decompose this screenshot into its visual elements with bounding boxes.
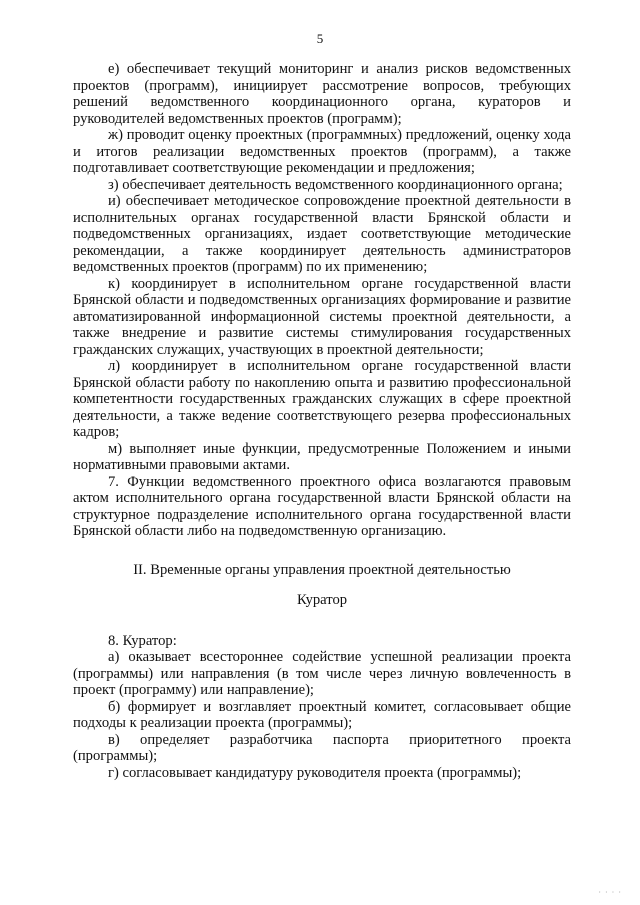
paragraph-8g: г) согласовывает кандидатуру руководителя проекта (программы); [108, 764, 522, 781]
paragraph-e: е) обеспечивает текущий мониторинг и анализ рисков ведомственных проектов (программ), инициирует рассмотрение вопросов, требующих решений ведомственного координационного органа, кураторов и руководителей ведомственных проектов (программ); [73, 61, 571, 127]
paragraph-l: л) координирует в исполнительном органе государственной власти Брянской области работу по накоплению опыта и развитию профессиональной компетентности государственных гражданских служащих в сфере проектной деятельности, а также ведение соответствующего резерва профессиональных кадров; [73, 358, 571, 440]
scan-corner-mark: · · · · [598, 888, 622, 897]
paragraph-8v: в) определяет разработчика паспорта приоритетного проекта (программы); [73, 731, 571, 764]
subsection-heading: Куратор [296, 592, 348, 608]
paragraph-i: и) обеспечивает методическое сопровождение проектной деятельности в исполнительных органах государственной власти Брянской области и подведомственных организациях, издает соответствующие методические рекомендации, а также координирует деятельность администраторов ведомственных проектов (программ) по их применению; [73, 193, 571, 275]
page-number: 5 [316, 31, 324, 46]
paragraph-8b: б) формирует и возглавляет проектный комитет, согласовывает общие подходы к реализации проекта (программы); [73, 698, 571, 731]
paragraph-zh: ж) проводит оценку проектных (программных) предложений, оценку хода и итогов реализации ведомственных проектов (программ), а также подготавливает соответствующие рекомендации и предложения; [73, 127, 571, 176]
paragraph-8: 8. Куратор: [108, 632, 177, 649]
section-heading: II. Временные органы управления проектной деятельностью [133, 561, 511, 578]
document-body [73, 61, 571, 781]
paragraph-z: з) обеспечивает деятельность ведомственного координационного органа; [108, 176, 563, 193]
paragraph-8a: а) оказывает всестороннее содействие успешной реализации проекта (программы) или направления (в том числе через личную вовлеченность в проект (программу) или направление); [73, 649, 571, 698]
paragraph-m: м) выполняет иные функции, предусмотренные Положением и иными нормативными правовыми актами. [73, 440, 571, 473]
paragraph-7: 7. Функции ведомственного проектного офиса возлагаются правовым актом исполнительного органа государственной власти Брянской области на структурное подразделение исполнительного органа государственной власти Брянской области либо на подведомственную организацию. [73, 473, 571, 539]
paragraph-k: к) координирует в исполнительном органе государственной власти Брянской области и подведомственных организациях формирование и развитие автоматизированной информационной системы проектной деятельности, а также внедрение и развитие системы стимулирования государственных гражданских служащих, участвующих в проектной деятельности; [73, 275, 571, 358]
